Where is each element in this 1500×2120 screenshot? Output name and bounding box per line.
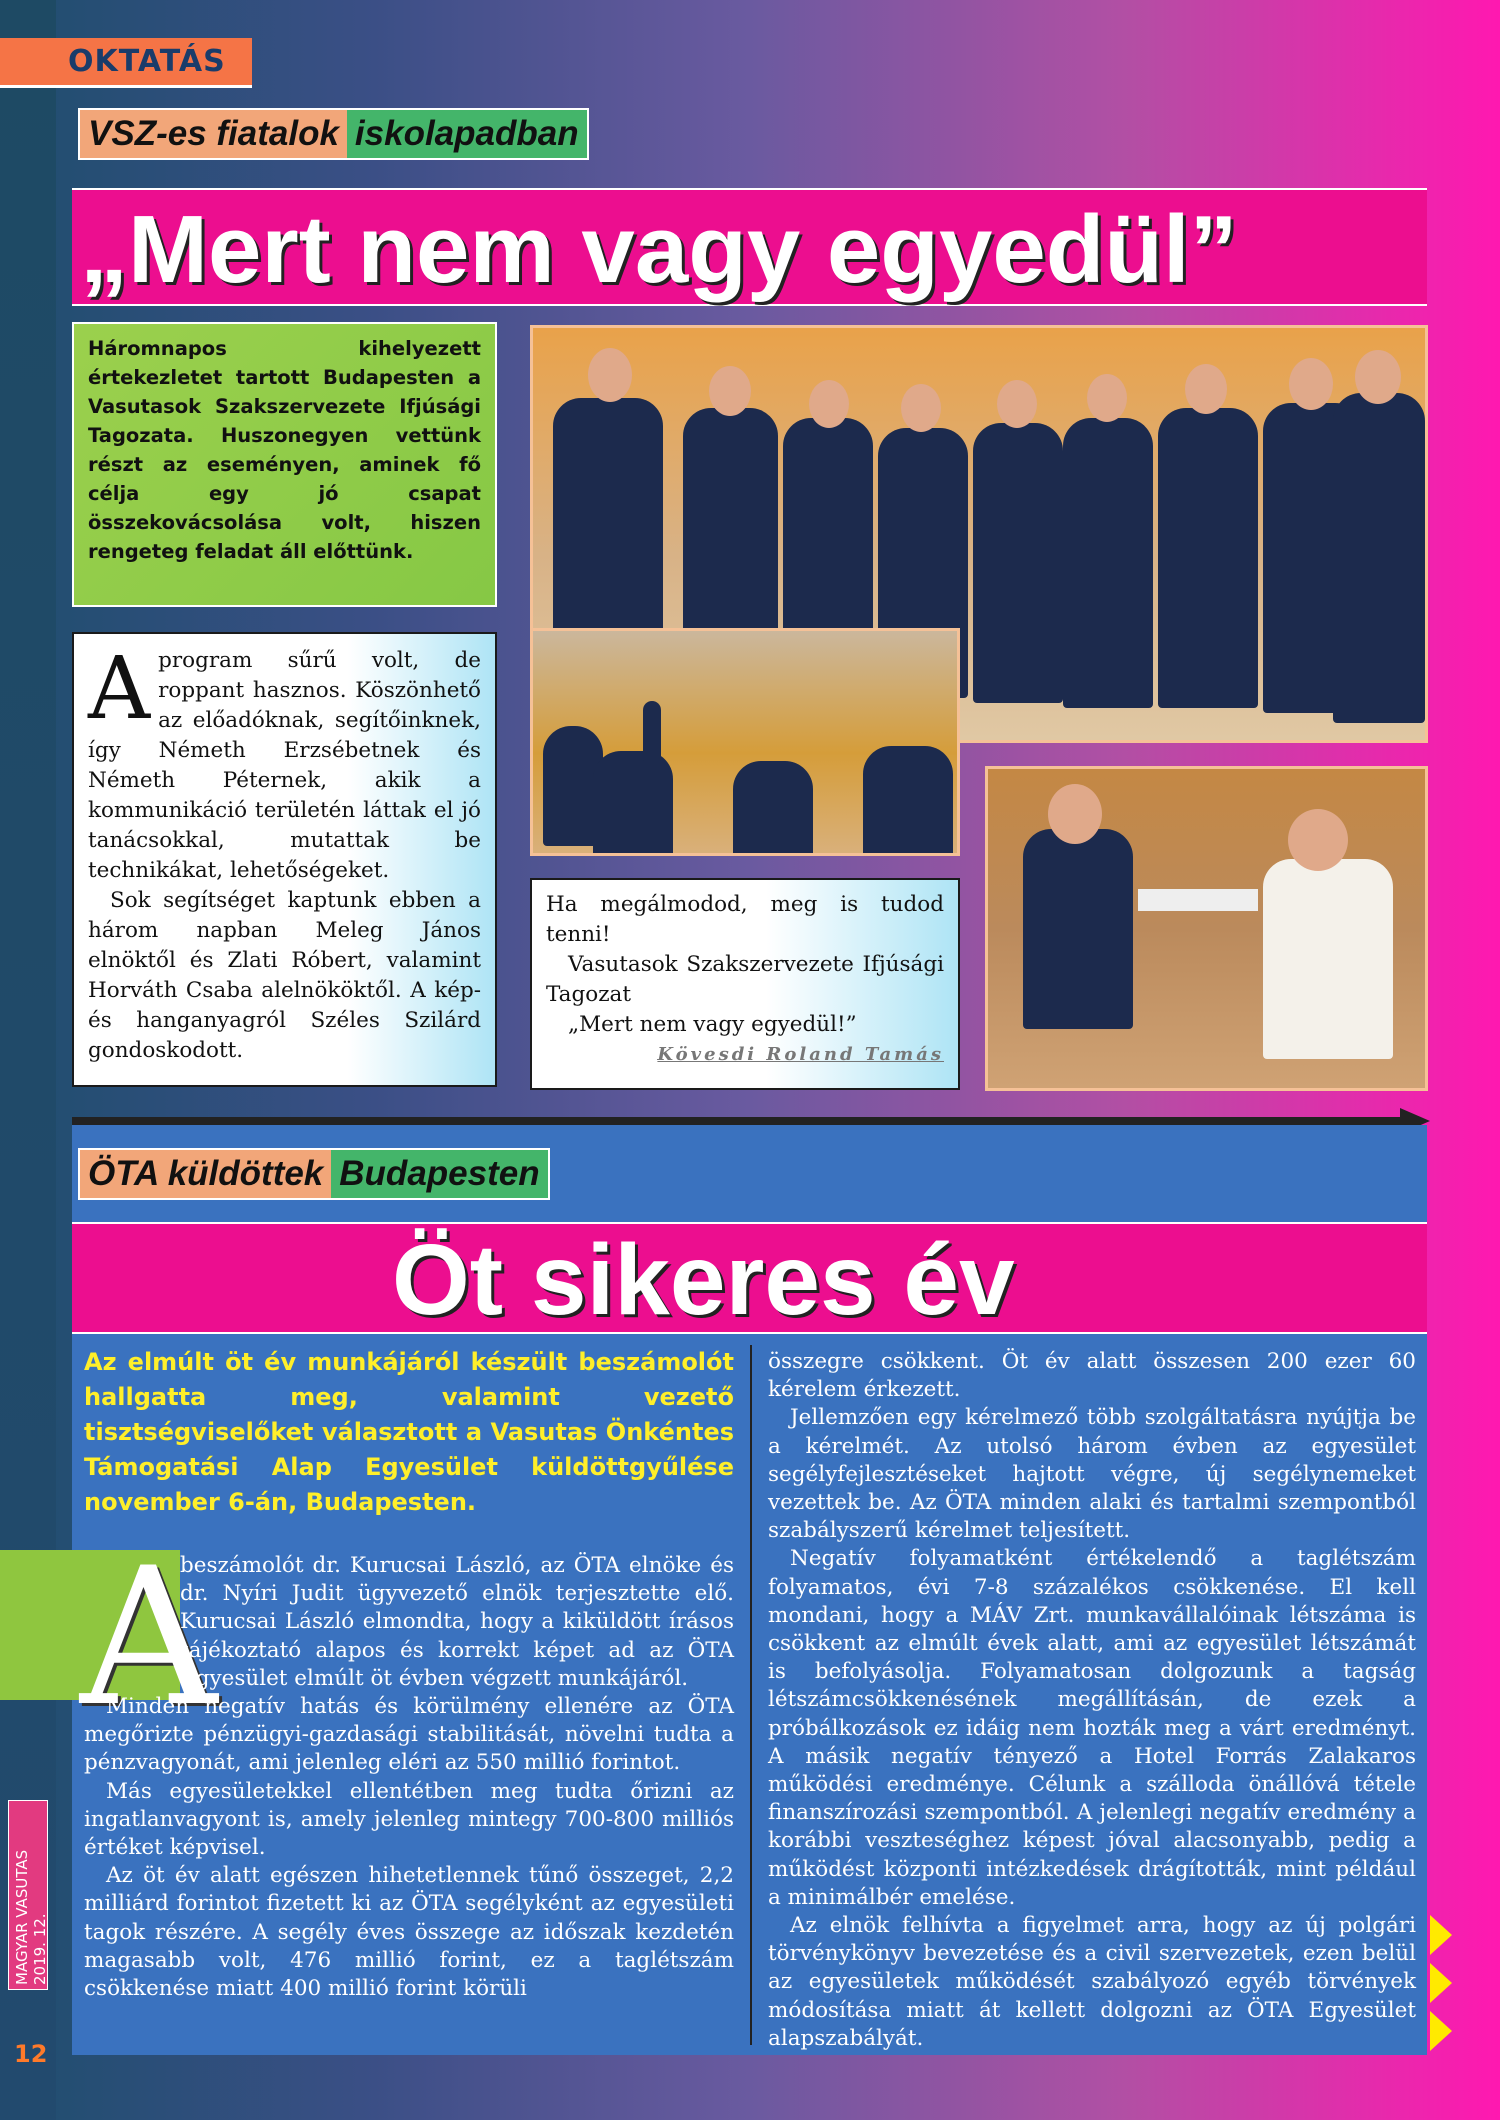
article2-p6: Jellemzően egy kérelmező több szolgáltatásra nyújtja be a kérelmét. Az utolsó három évben az egyesület segélyfejlesztéseket hajtott végre, új segélynemeket vezettek be. Az ÖTA minden alaki és tartalmi szempontból szabályszerű kérelmet teljesített.	[768, 1405, 1416, 1544]
article2-p2: Minden negatív hatás és körülmény ellenére az ÖTA megőrizte pénzügyi-gazdasági stabilitását, növelni tudta a pénzvagyonát, ami jelenleg eléri az 550 millió forintot.	[84, 1694, 734, 1776]
article2-p4: Az öt év alatt egészen hihetetlennek tűnő összeget, 2,2 milliárd forintot fizetett ki az ÖTA segélyként az egyesületi tagok részére. A segély éves összege az időszak kezdetén magasabb volt, 476 millió forint, ez a taglétszám csökkenése miatt 400 millió forint körüli	[84, 1863, 734, 2002]
subhead-part-a: VSZ-es fiatalok	[80, 110, 347, 158]
section-divider-line	[72, 1117, 1407, 1125]
subhead-part-b: iskolapadban	[347, 110, 587, 158]
seminar-room-photo	[530, 628, 960, 856]
magazine-issue-label	[8, 1800, 48, 1990]
speakers-photo	[985, 766, 1428, 1091]
article2-p5: összegre csökkent. Öt év alatt összesen 200 ezer 60 kérelem érkezett.	[768, 1349, 1416, 1403]
article2-headline: Öt sikeres év	[72, 1222, 1427, 1334]
article2-p7: Negatív folyamatként értékelendő a taglétszám folyamatos, évi 7-8 százalékos csökkenése. El kell mondani, hogy a MÁV Zrt. munkavállalóinak létszáma is csökkent az elmúlt évek alatt, ami az egyesület létszámát is befolyásolja. Folyamatosan dolgozunk a tagság létszámcsökkenésének megállításán, de ezek a próbálkozások ez idáig nem hozták meg a várt eredményt. A másik negatív tényező a Hotel Forrás Zalakaros működési eredménye. Célunk a szálloda önállóvá tétele finanszírozási szempontból. A jelenlegi negatív eredmény a korábbi veszteséghez képest jóval alacsonyabb, pedig a működést központi intézkedések drágították, mint például a minimálbér emelése.	[768, 1546, 1416, 1910]
article1-quote-box	[530, 878, 960, 1090]
magazine-name: MAGYAR VASUTAS	[13, 1849, 31, 1985]
quote-line-2: Vasutasok Szakszervezete Ifjúsági Tagozat	[546, 952, 944, 1007]
quote-line-3: „Mert nem vagy egyedül!”	[568, 1012, 857, 1037]
section-tag: OKTATÁS	[0, 38, 252, 88]
subhead-part-b: Budapesten	[331, 1150, 547, 1198]
article2-p8: Az elnök felhívta a figyelmet arra, hogy az új polgári törvénykönyv bevezetése és a civil szervezetek, ezen belül az egyesületek működését szabályozó egyéb törvények módosítása miatt át kellett dolgozni az ÖTA Egyesület alapszabályát.	[768, 1913, 1416, 2051]
column-divider	[750, 1345, 752, 2045]
article2-p3: Más egyesületekkel ellentétben meg tudta őrizni az ingatlanvagyont is, amely jelenleg mintegy 700-800 milliós értéket képvisel.	[84, 1778, 734, 1861]
issue-date: 2019. 12.	[31, 1913, 49, 1985]
page-number: 12	[14, 2040, 48, 2068]
article1-intro: Háromnapos kihelyezett értekezletet tartott Budapesten a Vasutasok Szakszervezete Ifjúsági Tagozata. Huszonegyen vettünk részt az eseményen, aminek fő célja egy jó csapat összekovácsolása volt, hiszen rengeteg feladat áll előttünk.	[72, 322, 497, 607]
article1-body-p1: program sűrű volt, de roppant hasznos. Köszönhető az előadóknak, segítőinknek, így Németh Erzsébetnek és Németh Péternek, akik a kommunikáció területén láttak el jó tanácsokkal, mutattak be technikákat, lehetőségeket.	[88, 648, 481, 883]
quote-line-1: Ha megálmodod, meg is tudod tenni!	[546, 892, 944, 947]
article1-headline: „Mert nem vagy egyedül”	[72, 188, 1427, 306]
triangle-marker-icon	[1430, 1963, 1452, 2003]
author-signature: Kövesdi Roland Tamás	[657, 1044, 944, 1065]
article2-subhead	[78, 1148, 550, 1200]
article2-lead: Az elmúlt öt év munkájáról készült beszámolót hallgatta meg, valamint vezető tisztségviselőket választott a Vasutas Önkéntes Támogatási Alap Egyesület küldöttgyűlése november 6-án, Budapesten.	[84, 1348, 734, 1516]
article2-dropcap: A	[80, 1527, 218, 1748]
article1-body-p2: Sok segítséget kaptunk ebben a három napban Meleg János elnöktől és Zlati Róbert, valamint Horváth Csaba alelnököktől. A kép- és hanganyagról Széles Szilárd gondoskodott.	[88, 888, 481, 1063]
article2-p1: beszámolót dr. Kurucsai László, az ÖTA elnöke és dr. Nyíri Judit ügyvezető elnök terjesztette elő. Kurucsai László elmondta, hogy a kiküldött írásos tájékoztató alapos és korrekt képet ad az ÖTA Egyesület elmúlt öt évben végzett munkájáról.	[180, 1553, 734, 1691]
article1-body-box	[72, 632, 497, 1087]
triangle-marker-icon	[1430, 2011, 1452, 2051]
subhead-part-a: ÖTA küldöttek	[80, 1150, 331, 1198]
article1-dropcap: A	[88, 639, 151, 739]
article1-subhead	[78, 108, 589, 160]
article2-column-right	[768, 1348, 1416, 2053]
article2-column-left	[84, 1552, 734, 2003]
triangle-marker-icon	[1430, 1915, 1452, 1955]
